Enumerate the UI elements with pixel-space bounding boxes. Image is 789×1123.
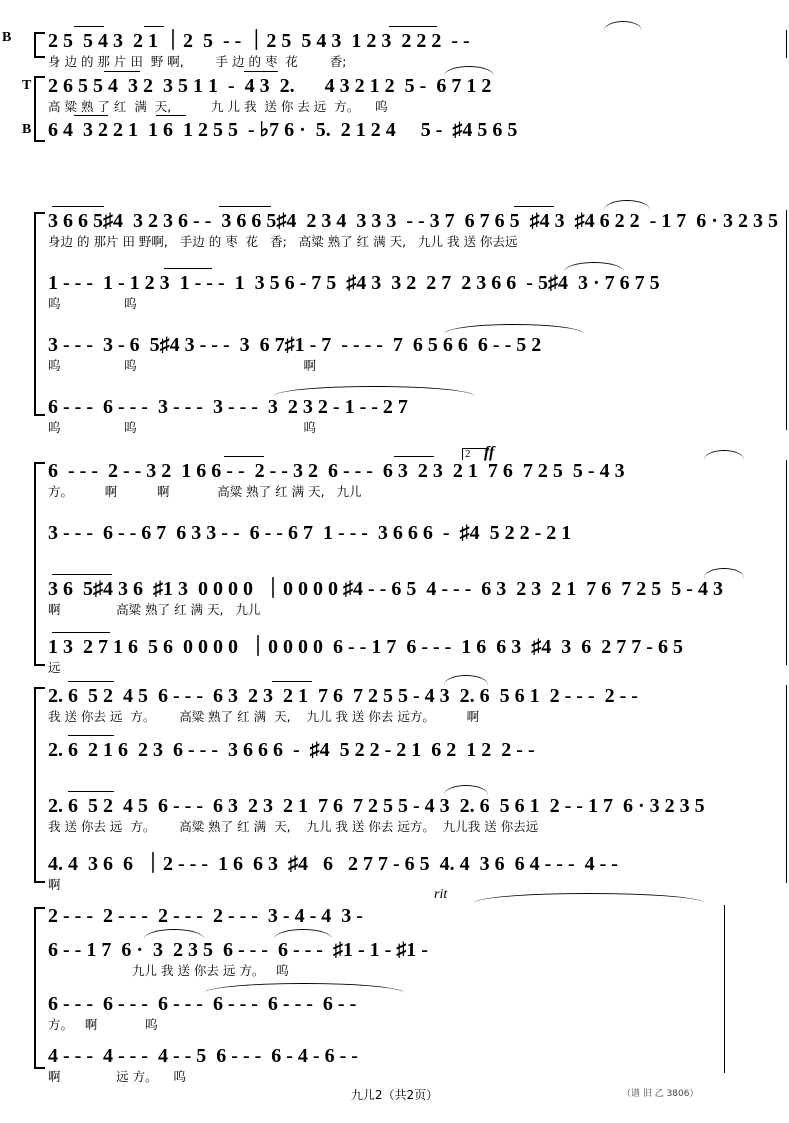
beam	[68, 681, 114, 682]
staff-s4-v1-music: 2. 6 5 2 4 5 6 - - - 6 3 2 3 2 1 7 6 7 2 5 5 - 4 3 2. 6 5 6 1 2 - - - 2 - -	[48, 685, 638, 707]
volta-bracket	[462, 448, 489, 460]
staff-s5-v3-lyrics: 方。 啊 呜	[48, 1017, 158, 1032]
staff-s4-v1-lyrics: 我 送 你去 远 方。 高粱 熟了 红 满 天, 九儿 我 送 你去 远方。 啊	[48, 709, 480, 724]
system-brace	[34, 687, 45, 883]
beam	[244, 71, 278, 72]
final-barline	[724, 905, 725, 1073]
tempo-rit: rit	[434, 887, 448, 902]
staff-s2-v3-lyrics: 呜 呜 啊	[48, 358, 316, 373]
staff-s2-v1-music: 3 6 6 5♯4 3 2 3 6 - - 3 6 6 5♯4 2 3 4 3 3 3 - - 3 7 6 7 6 5 ♯4 3 ♯4 6 2 2 - 1 7 6 · 3 2 3 5	[48, 210, 778, 232]
staff-s5-v2-music: 6 - - 1 7 6 · 3 2 3 5 6 - - - 6 - - - ♯1 - 1 - ♯1 -	[48, 939, 428, 961]
slur	[144, 929, 204, 939]
barline	[786, 210, 787, 430]
staff-s5-v4-music: 4 - - - 4 - - - 4 - - 5 6 - - - 6 - 4 - 6 - -	[48, 1045, 358, 1067]
beam	[68, 791, 114, 792]
beam	[164, 268, 212, 269]
staff-s2-v2-music: 1 - - - 1 - 1 2 3 1 - - - 1 3 5 6 - 7 5 ♯4 3 3 2 2 7 2 3 6 6 - 5♯4 3 · 7 6 7 5	[48, 272, 660, 294]
beam	[74, 26, 104, 27]
volta-number: 2	[465, 448, 471, 460]
slur	[204, 983, 404, 993]
staff-s5-v1-music: 2 - - - 2 - - - 2 - - - 2 - - - 3 - 4 - 4 3 -	[48, 905, 363, 927]
staff-s4-v3-music: 2. 6 5 2 4 5 6 - - - 6 3 2 3 2 1 7 6 7 2 5 5 - 4 3 2. 6 5 6 1 2 - - 1 7 6 · 3 2 3 5	[48, 795, 705, 817]
beam	[394, 456, 434, 457]
staff-s3-v1-lyrics: 方。 啊 啊 高粱 熟了 红 满 天, 九儿	[48, 484, 362, 499]
page-credit: （谱 旧 乙 3806）	[622, 1089, 699, 1099]
beam	[514, 206, 554, 207]
barline	[786, 30, 787, 58]
voice-label-t: T	[22, 78, 32, 93]
system-brace	[34, 907, 45, 1069]
staff-s5-v3-music: 6 - - - 6 - - - 6 - - - 6 - - - 6 - - - 6 - -	[48, 993, 357, 1015]
slur	[604, 200, 650, 210]
staff-s3-v2-music: 3 - - - 6 - - 6 7 6 3 3 - - 6 - - 6 7 1 - - - 3 6 6 6 - ♯4 5 2 2 - 2 1	[48, 522, 572, 544]
slur	[704, 450, 744, 460]
staff-s3-v4-music: 1 3 2 7 1 6 5 6 0 0 0 0 ｜0 0 0 0 6 - - 1 7 6 - - - 1 6 6 3 ♯4 3 6 2 7 7 - 6 5	[48, 636, 683, 658]
staff-s1-v2-music: 2 6 5 5 4 3 2 3 5 1 1 - 4 3 2. 4 3 2 1 2 5 - 6 7 1 2	[48, 75, 492, 97]
staff-s2-v4-lyrics: 呜 呜 呜	[48, 420, 316, 435]
system-brace-2	[34, 76, 45, 142]
slur	[274, 386, 474, 396]
beam	[219, 206, 271, 207]
beam	[52, 206, 104, 207]
slur	[444, 66, 494, 76]
slur	[444, 785, 488, 795]
beam	[224, 456, 264, 457]
beam	[389, 26, 437, 27]
staff-s3-v4-lyrics: 远	[48, 660, 61, 675]
beam	[156, 115, 186, 116]
staff-s3-v3-music: 3 6 5♯4 3 6 ♯1 3 0 0 0 0 ｜0 0 0 0 ♯4 - - 6 5 4 - - - 6 3 2 3 2 1 7 6 7 2 5 5 - 4 3	[48, 578, 723, 600]
staff-s1-v2-lyrics: 高 粱 熟 了 红 满 天, 九 儿 我 送 你 去 远 方。 呜	[48, 99, 388, 114]
beam	[144, 26, 164, 27]
staff-s2-v3-music: 3 - - - 3 - 6 5♯4 3 - - - 3 6 7♯1 - 7 - - - - 7 6 5 6 6 6 - - 5 2	[48, 334, 542, 356]
beam	[52, 632, 110, 633]
slur	[604, 21, 642, 31]
slur	[564, 262, 624, 272]
slur	[444, 324, 584, 334]
beam	[74, 115, 108, 116]
system-brace	[34, 32, 45, 58]
staff-s1-v3-music: 6 4 3 2 2 1 1 6 1 2 5 5 - ♭7 6 · 5. 2 1 2 4 5 - ♯4 5 6 5	[48, 119, 518, 141]
staff-s4-v4-music: 4. 4 3 6 6 ｜2 - - - 1 6 6 3 ♯4 6 2 7 7 - 6 5 4. 4 3 6 6 4 - - - 4 - -	[48, 853, 618, 875]
staff-s2-v4-music: 6 - - - 6 - - - 3 - - - 3 - - - 3 2 3 2 - 1 - - 2 7	[48, 396, 408, 418]
staff-s4-v2-music: 2. 6 2 1 6 2 3 6 - - - 3 6 6 6 - ♯4 5 2 2 - 2 1 6 2 1 2 2 - -	[48, 739, 535, 761]
beam	[68, 735, 114, 736]
staff-s4-v4-lyrics: 啊	[48, 877, 61, 892]
system-brace	[34, 212, 45, 416]
staff-s4-v3-lyrics: 我 送 你去 远 方。 高粱 熟了 红 满 天, 九儿 我 送 你去 远方。 九儿我 送 你去远	[48, 819, 539, 834]
beam	[52, 574, 112, 575]
staff-s2-v1-lyrics: 身边 的 那片 田 野啊, 手边 的 枣 花 香; 高粱 熟了 红 满 天, 九儿 我 送 你去远	[48, 234, 518, 249]
staff-s5-v4-lyrics: 啊 远 方。 呜	[48, 1069, 186, 1084]
staff-s5-v2-lyrics: 九儿 我 送 你去 远 方。 呜	[132, 963, 289, 978]
barline	[786, 460, 787, 665]
staff-s2-v2-lyrics: 呜 呜	[48, 296, 137, 311]
staff-s3-v3-lyrics: 啊 高粱 熟了 红 满 天, 九儿	[48, 602, 261, 617]
dynamic-ff: ff	[484, 444, 495, 461]
beam	[272, 681, 312, 682]
system-brace	[34, 462, 45, 666]
staff-s3-v1-music: 6 - - - 2 - - 3 2 1 6 6 - - 2 - - 3 2 6 - - - 6 3 2 3 2 1 7 6 7 2 5 5 - 4 3	[48, 460, 625, 482]
voice-label-b-top: B	[2, 30, 12, 45]
beam	[104, 71, 140, 72]
staff-s1-v1-music: 2 5 5 4 3 2 1 ｜2 5 - - ｜2 5 5 4 3 1 2 3 2 2 2 - -	[48, 30, 470, 52]
slur	[704, 568, 744, 578]
slur	[444, 675, 488, 685]
voice-label-b: B	[22, 122, 32, 137]
staff-s1-v1-lyrics: 身 边 的 那 片 田 野 啊, 手 边 的 枣 花 香;	[48, 54, 347, 69]
slur	[274, 929, 332, 939]
page-footer: 九儿2（共2页）	[350, 1088, 439, 1102]
slur	[474, 893, 704, 903]
barline	[786, 685, 787, 883]
